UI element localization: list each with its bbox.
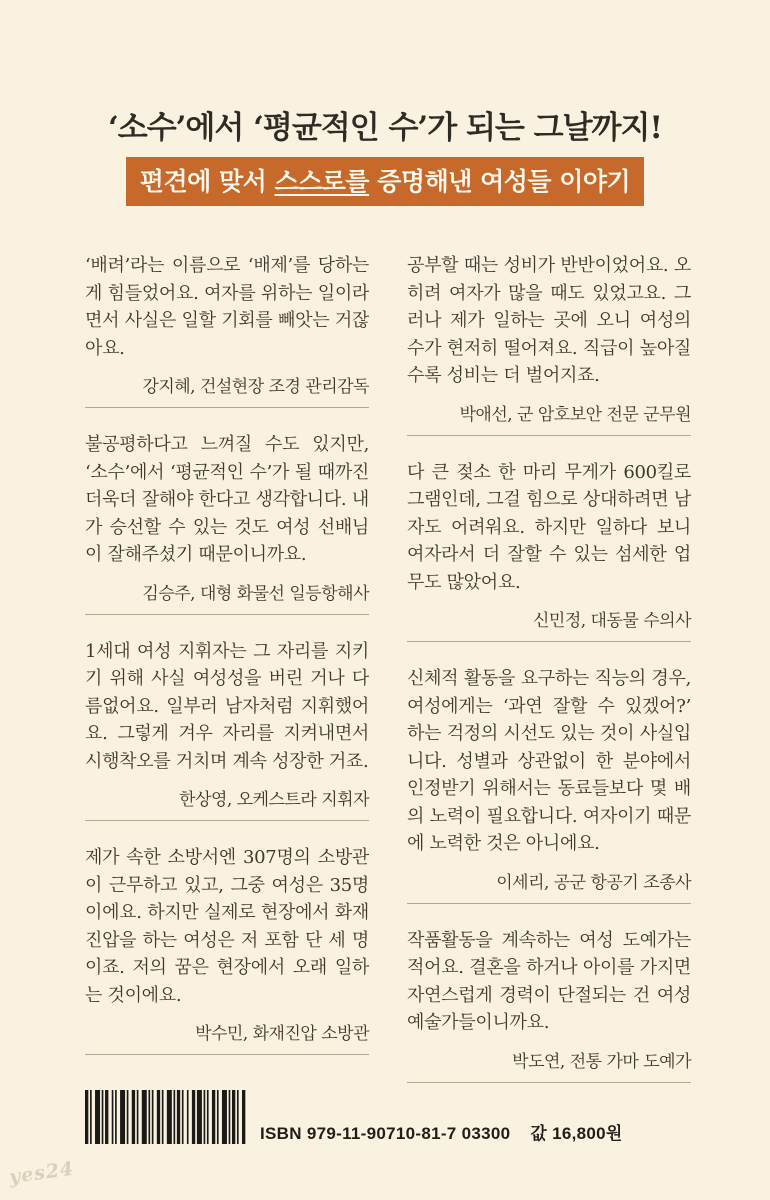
subtitle-post: 증명해낸 여성들 이야기 bbox=[369, 167, 631, 196]
quote-text: 1세대 여성 지휘자는 그 자리를 지키기 위해 사실 여성성을 버린 거나 다름없어요. 일부러 남자처럼 지휘했어요. 그렇게 겨우 자리를 지켜내면서 시행착오를 거치며 계속 성장한 거죠. bbox=[85, 640, 369, 772]
divider bbox=[85, 614, 369, 615]
isbn-text: ISBN 979-11-90710-81-7 03300 bbox=[260, 1124, 511, 1143]
quote-text: ‘배려’라는 이름으로 ‘배제’를 당하는 게 힘들었어요. 여자를 위하는 일이라면서 사실은 일할 기회를 빼앗는 거잖아요. bbox=[85, 255, 369, 359]
quote-text: 제가 속한 소방서엔 307명의 소방관이 근무하고 있고, 그중 여성은 35명이에요. 하지만 실제로 현장에서 화재진압을 하는 여성은 저 포함 단 세 명이죠. 저의 꿈은 현장에서 오래 일하는 것이에요. bbox=[85, 847, 369, 1006]
divider bbox=[85, 407, 369, 408]
quote-block bbox=[85, 431, 369, 615]
quote-attribution: 박도연, 전통 가마 도예가 bbox=[512, 1051, 691, 1072]
quote-text: 신체적 활동을 요구하는 직능의 경우, 여성에게는 ‘과연 잘할 수 있겠어?’ 하는 걱정의 시선도 있는 것이 사실입니다. 성별과 상관없이 한 분야에서 인정받기 위해서는 동료들보다 몇 배의 노력이 필요합니다. 여자이기 때문에 노력한 것은 아니에요. bbox=[407, 668, 691, 854]
subtitle-underlined: 스스로를 bbox=[274, 167, 370, 196]
divider bbox=[407, 641, 691, 642]
quote-attribution: 박애선, 군 암호보안 전문 군무원 bbox=[459, 404, 691, 425]
quote-block bbox=[85, 844, 369, 1055]
quote-block bbox=[407, 927, 691, 1083]
subtitle-row bbox=[0, 157, 770, 206]
quote-attribution: 박수민, 화재진압 소방관 bbox=[195, 1024, 369, 1044]
footer-isbn-row bbox=[85, 1090, 710, 1144]
divider bbox=[407, 435, 691, 436]
quote-text: 다 큰 젖소 한 마리 무게가 600킬로그램인데, 그걸 힘으로 상대하려면 남자도 어려워요. 하지만 일하다 보니 여자라서 더 잘할 수 있는 섬세한 업무도 많았어요. bbox=[407, 461, 691, 593]
quote-attribution: 강지혜, 건설현장 조경 관리감독 bbox=[142, 377, 369, 397]
price-text: 값 16,800원 bbox=[530, 1124, 623, 1143]
divider bbox=[407, 1082, 691, 1083]
subtitle-band bbox=[126, 157, 644, 206]
subtitle-pre: 편견에 맞서 bbox=[139, 167, 275, 196]
quote-block bbox=[407, 252, 691, 436]
quote-block bbox=[85, 638, 369, 822]
quotes-column-left bbox=[85, 252, 369, 1106]
quote-block bbox=[85, 252, 369, 408]
quotes-grid bbox=[85, 252, 691, 1106]
quotes-column-right bbox=[407, 252, 691, 1106]
barcode bbox=[85, 1090, 247, 1144]
divider bbox=[85, 1054, 369, 1055]
quote-attribution: 신민정, 대동물 수의사 bbox=[532, 611, 691, 631]
divider bbox=[85, 820, 369, 821]
quote-text: 작품활동을 계속하는 여성 도예가는 적어요. 결혼을 하거나 아이를 가지면 자연스럽게 경력이 단절되는 건 여성 예술가들이니까요. bbox=[407, 929, 691, 1033]
quote-attribution: 한상영, 오케스트라 지휘자 bbox=[179, 790, 369, 810]
quote-text: 공부할 때는 성비가 반반이었어요. 오히려 여자가 많을 때도 있었고요. 그러나 제가 일하는 곳에 오니 여성의 수가 현저히 떨어져요. 직급이 높아질수록 성비는 더 벌어지죠. bbox=[407, 255, 691, 386]
quote-block bbox=[407, 665, 691, 904]
divider bbox=[407, 903, 691, 904]
yes24-watermark: yes24 bbox=[7, 1157, 76, 1189]
quote-text: 불공평하다고 느껴질 수도 있지만, ‘소수’에서 ‘평균적인 수’가 될 때까진 더욱더 잘해야 한다고 생각합니다. 내가 승선할 수 있는 것도 여성 선배님이 잘해주셨기 때문이니까요. bbox=[85, 434, 369, 565]
quote-attribution: 이세리, 공군 항공기 조종사 bbox=[496, 872, 691, 893]
page-title: ‘소수’에서 ‘평균적인 수’가 되는 그날까지! bbox=[107, 110, 663, 146]
quote-block bbox=[407, 459, 691, 643]
quote-attribution: 김승주, 대형 화물선 일등항해사 bbox=[142, 583, 369, 604]
